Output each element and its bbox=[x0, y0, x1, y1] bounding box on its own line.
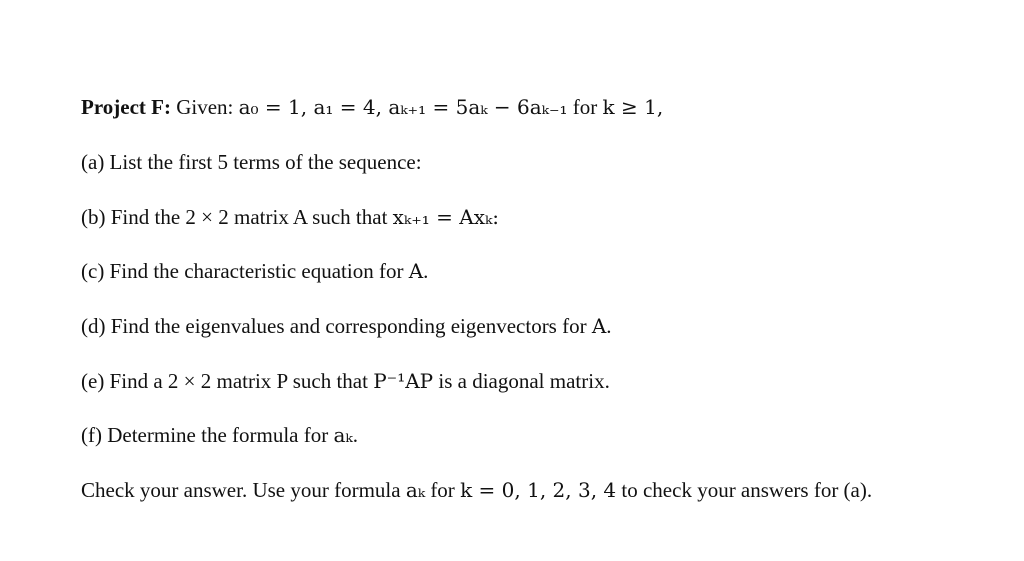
part-b-text: (b) Find the 2 × 2 matrix A such that bbox=[81, 205, 393, 229]
part-f-question bbox=[81, 422, 358, 448]
project-header-line bbox=[81, 94, 663, 120]
part-d-math: A bbox=[591, 314, 607, 338]
recurrence-formula: a₀ = 1, a₁ = 4, aₖ₊₁ = 5aₖ − 6aₖ₋₁ bbox=[238, 95, 568, 119]
part-f-end: . bbox=[352, 423, 358, 447]
k-condition: k ≥ 1, bbox=[602, 95, 664, 119]
part-b-math: xₖ₊₁ = Axₖ: bbox=[392, 205, 500, 229]
part-b-question bbox=[81, 204, 499, 230]
part-e-text: (e) Find a 2 × 2 matrix P such that bbox=[81, 369, 374, 393]
check-end-text: to check your answers for (a). bbox=[616, 478, 873, 502]
part-f-text: (f) Determine the formula for bbox=[81, 423, 334, 447]
part-d-question bbox=[81, 313, 612, 339]
check-k-values: k = 0, 1, 2, 3, 4 bbox=[460, 478, 617, 502]
part-c-end: . bbox=[423, 259, 429, 283]
part-e-end: is a diagonal matrix. bbox=[433, 369, 610, 393]
part-a-text: (a) List the first 5 terms of the sequence: bbox=[81, 150, 422, 174]
part-c-text: (c) Find the characteristic equation for bbox=[81, 259, 409, 283]
part-e-math: P⁻¹AP bbox=[373, 369, 434, 393]
check-for-word: for bbox=[425, 478, 461, 502]
part-e-question bbox=[81, 368, 610, 394]
project-label: Project F: bbox=[81, 95, 171, 119]
part-d-end: . bbox=[606, 314, 612, 338]
check-math-ak: aₖ bbox=[405, 478, 426, 502]
given-label: Given: bbox=[170, 95, 239, 119]
part-c-math: A bbox=[408, 259, 424, 283]
part-f-math: aₖ bbox=[333, 423, 353, 447]
check-text: Check your answer. Use your formula bbox=[81, 478, 406, 502]
for-word: for bbox=[567, 95, 603, 119]
part-c-question bbox=[81, 258, 428, 284]
check-answer-line bbox=[81, 477, 872, 503]
part-d-text: (d) Find the eigenvalues and corresponding eigenvectors for bbox=[81, 314, 592, 338]
part-a-question bbox=[81, 149, 422, 175]
